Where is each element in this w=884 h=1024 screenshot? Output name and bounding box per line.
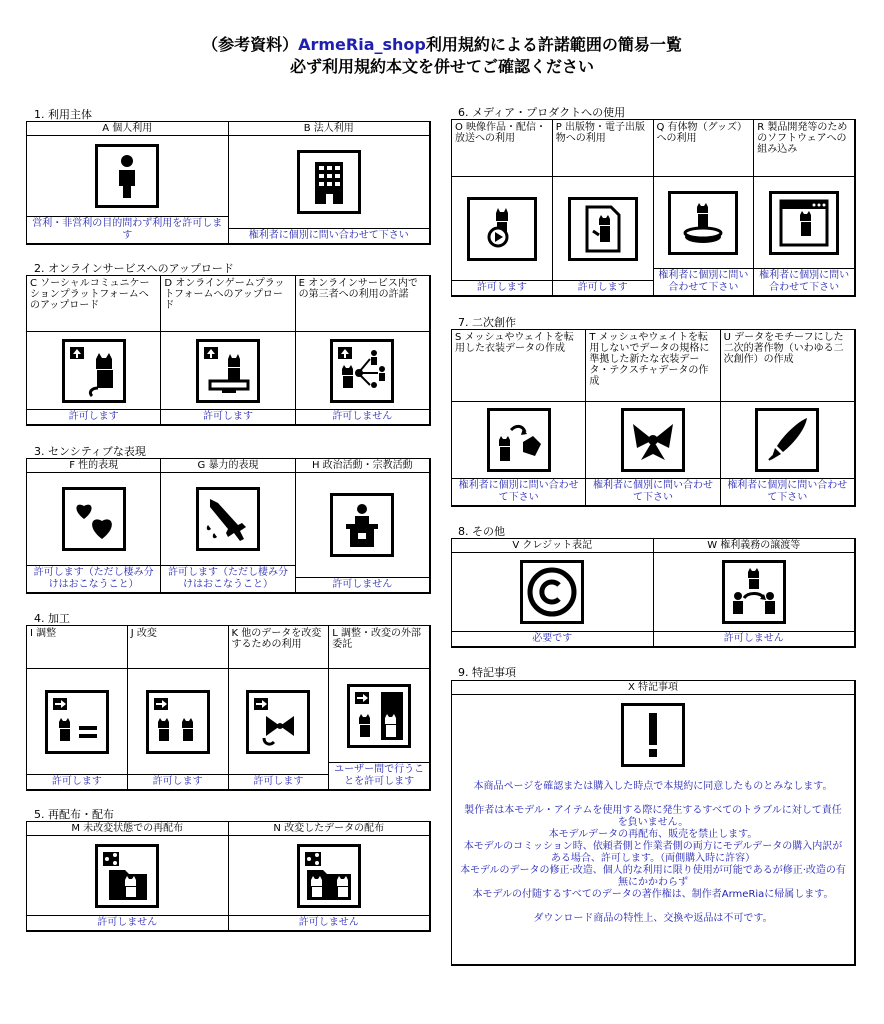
- cell-r: [753, 119, 855, 296]
- title-prefix: （参考資料）: [202, 35, 299, 54]
- section-redistribution: [26, 821, 431, 932]
- redistribute-icon: [95, 844, 159, 908]
- cell-x: [451, 680, 855, 965]
- section-derivative: [451, 329, 856, 507]
- cell-status: ユーザー間で行うことを許可します: [334, 764, 425, 787]
- cell-status: 権利者に個別に問い合わせて下さい: [759, 270, 850, 293]
- cell-status: 許可します: [152, 776, 203, 787]
- cell-heading: V クレジット表記: [452, 539, 653, 553]
- cell-d: [160, 275, 295, 425]
- cell-g: [160, 458, 295, 593]
- cell-u: [720, 329, 855, 506]
- cell-m: [26, 821, 229, 931]
- cell-status: 営利・非営利の目的問わず利用を許可します: [32, 218, 223, 241]
- cell-k: [228, 625, 330, 790]
- cell-heading: P 出版物・電子出版物への利用: [553, 120, 653, 177]
- cell-heading: F 性的表現: [27, 459, 160, 473]
- section-label-media: 6. メディア・プロダクトへの使用: [458, 106, 626, 119]
- cell-heading: A 個人利用: [27, 122, 228, 136]
- note-copyright: 本モデルの付随するすべてのデータの著作権は、制作者ArmeRiaに帰属します。: [472, 889, 834, 900]
- title-suffix: 利用規約による許諾範囲の簡易一覧: [425, 35, 682, 54]
- outsource-icon: [347, 684, 411, 748]
- cell-c: [26, 275, 161, 425]
- cell-o: [451, 119, 553, 296]
- section-media: [451, 119, 856, 297]
- cell-status: 許可しません: [298, 917, 359, 928]
- note-commission: 本モデルのコミッション時、依頼者側と作業者側の両方にモデルデータの購入内訳がある場合、許可します。（両側購入時に許容）: [463, 841, 843, 864]
- cell-heading: L 調整・改変の外部委託: [329, 626, 429, 669]
- costume-icon: [487, 408, 551, 472]
- note-no-returns: ダウンロード商品の特性上、交換や返品は不可です。: [533, 913, 773, 924]
- goods-icon: [668, 191, 738, 255]
- cell-status: 必要です: [532, 633, 573, 644]
- cell-status: 権利者に個別に問い合わせて下さい: [592, 480, 713, 503]
- copyright-icon: [520, 560, 584, 624]
- adjust-icon: [45, 690, 109, 754]
- cell-heading: N 改変したデータの配布: [229, 822, 430, 836]
- person-icon: [95, 144, 159, 208]
- section-online-upload: [26, 275, 431, 426]
- cell-status: 権利者に個別に問い合わせて下さい: [727, 480, 848, 503]
- cell-heading: G 暴力的表現: [161, 459, 294, 473]
- upload-game-icon: [196, 339, 260, 403]
- section-label-derivative: 7. 二次創作: [458, 316, 516, 329]
- cell-status: 許可しません: [332, 579, 393, 590]
- cell-status: 許可します（ただし棲み分けはおこなうこと）: [33, 567, 154, 590]
- cell-heading: S メッシュやウェイトを転用した衣装データの作成: [452, 330, 585, 402]
- cell-status: 許可しません: [332, 411, 393, 422]
- cell-heading: C ソーシャルコミュニケーションプラットフォームへのアップロード: [27, 276, 160, 332]
- cell-i: [26, 625, 128, 790]
- exclamation-icon: [621, 703, 685, 767]
- section-sensitive: [26, 458, 431, 594]
- cell-status: 許可しません: [723, 633, 784, 644]
- upload-cat-icon: [62, 339, 126, 403]
- share-third-party-icon: [330, 339, 394, 403]
- section-label-processing: 4. 加工: [34, 612, 70, 625]
- cell-status: 許可します: [51, 776, 102, 787]
- video-icon: [467, 197, 537, 261]
- section-label-other: 8. その他: [458, 525, 505, 538]
- note-agreement: 本商品ページを確認または購入した時点で本規約に同意したものとみなします。: [473, 781, 833, 792]
- cell-v: [451, 538, 654, 647]
- hearts-icon: [62, 487, 126, 551]
- cell-heading: H 政治活動・宗教活動: [296, 459, 429, 473]
- cell-status: 許可します: [476, 282, 527, 293]
- section-label-special-notes: 9. 特記事項: [458, 666, 516, 679]
- cell-p: [552, 119, 654, 296]
- cell-status: 許可します: [253, 776, 304, 787]
- section-special-notes: [451, 680, 856, 966]
- note-no-resale: 本モデルデータの再配布、販売を禁止します。: [548, 829, 758, 840]
- cell-status: 許可します: [202, 411, 253, 422]
- special-notes-text: [452, 775, 854, 931]
- cell-heading: R 製品開発等のためのソフトウェアへの組み込み: [754, 120, 854, 177]
- cell-status: 許可します（ただし棲み分けはおこなうこと）: [167, 567, 288, 590]
- transfer-icon: [722, 560, 786, 624]
- cell-heading: W 権利義務の譲渡等: [654, 539, 855, 553]
- cell-heading: K 他のデータを改変するための利用: [229, 626, 329, 669]
- software-icon: [769, 191, 839, 255]
- modify-icon: [146, 690, 210, 754]
- cell-status: 許可します: [577, 282, 628, 293]
- note-modification: 本モデルのデータの修正·改造、個人的な利用に限り使用が可能であるが修正·改造の有無にかかわらず: [460, 865, 846, 888]
- section-label-redistribution: 5. 再配布・配布: [34, 808, 114, 821]
- note-liability: 製作者は本モデル・アイテムを使用する際に発生するすべてのトラブルに対して責任を負いません。: [464, 805, 842, 828]
- cell-heading: T メッシュやウェイトを転用しないでデータの規格に準拠した新たな衣装データ・テクスチャデータの作成: [586, 330, 719, 402]
- section-processing: [26, 625, 431, 791]
- cell-w: [653, 538, 856, 647]
- podium-icon: [330, 493, 394, 557]
- cell-heading: O 映像作品・配信・放送への利用: [452, 120, 552, 177]
- cell-a: [26, 121, 229, 244]
- cell-j: [127, 625, 229, 790]
- cell-s: [451, 329, 586, 506]
- cell-heading: Q 有体物（グッズ）への利用: [654, 120, 754, 177]
- cell-t: [585, 329, 720, 506]
- cell-q: [653, 119, 755, 296]
- section-usage-subject: [26, 121, 431, 245]
- cell-heading: U データをモチーフにした二次的著作物（いわゆる二次創作）の作成: [721, 330, 854, 402]
- section-other: [451, 538, 856, 648]
- cell-l: [328, 625, 430, 790]
- ribbon-icon: [621, 408, 685, 472]
- cell-status: 権利者に個別に問い合わせて下さい: [248, 230, 409, 241]
- page-title: [0, 34, 884, 78]
- knife-icon: [196, 487, 260, 551]
- cell-status: 許可しません: [97, 917, 158, 928]
- cell-n: [228, 821, 431, 931]
- section-label-online-upload: 2. オンラインサービスへのアップロード: [34, 262, 234, 275]
- cell-h: [295, 458, 430, 593]
- cell-b: [228, 121, 431, 244]
- section-label-usage-subject: 1. 利用主体: [34, 108, 92, 121]
- cell-heading: J 改変: [128, 626, 228, 669]
- cell-heading: M 未改変状態での再配布: [27, 822, 228, 836]
- cell-heading: B 法人利用: [229, 122, 430, 136]
- cell-status: 許可します: [68, 411, 119, 422]
- bow-icon: [246, 690, 310, 754]
- cell-heading: E オンラインサービス内での第三者への利用の許諾: [296, 276, 429, 332]
- section-label-sensitive: 3. センシティブな表現: [34, 445, 146, 458]
- publication-icon: [568, 197, 638, 261]
- cell-heading: D オンラインゲームプラットフォームへのアップロード: [161, 276, 294, 332]
- cell-e: [295, 275, 430, 425]
- building-icon: [297, 150, 361, 214]
- cell-heading: X 特記事項: [452, 681, 854, 695]
- distribute-modified-icon: [297, 844, 361, 908]
- cell-heading: I 調整: [27, 626, 127, 669]
- cell-status: 権利者に個別に問い合わせて下さい: [458, 480, 579, 503]
- cell-f: [26, 458, 161, 593]
- page-subtitle: 必ず利用規約本文を併せてご確認ください: [289, 57, 594, 76]
- pen-icon: [755, 408, 819, 472]
- cell-status: 権利者に個別に問い合わせて下さい: [658, 270, 749, 293]
- brand-name: ArmeRia_shop: [298, 35, 426, 54]
